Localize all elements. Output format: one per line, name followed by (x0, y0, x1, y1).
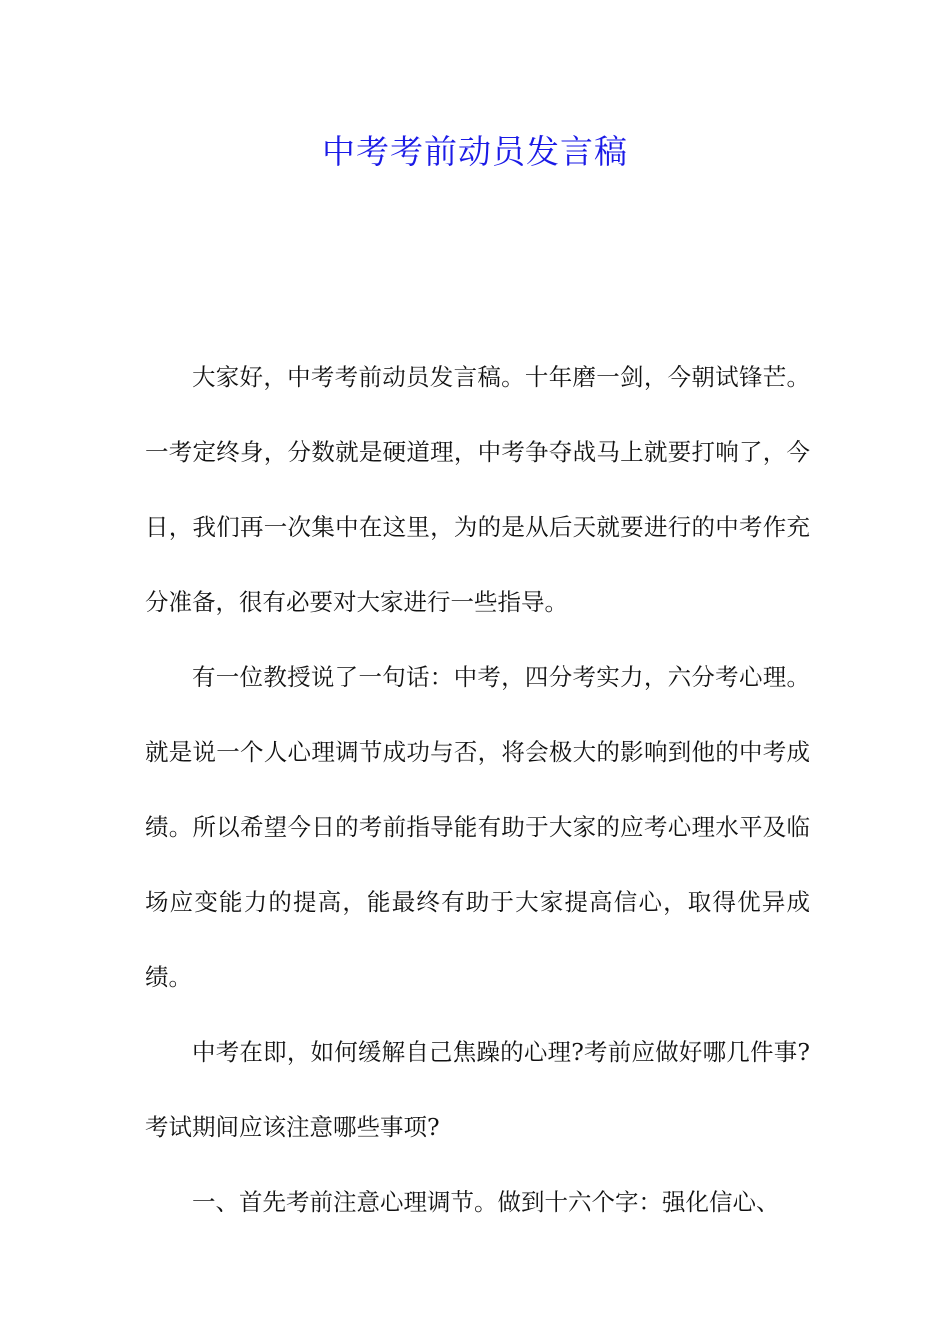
paragraph-greeting: 大家好，中考考前动员发言稿。十年磨一剑，今朝试锋芒。一考定终身，分数就是硬道理，中考争夺战马上就要打响了，今日，我们再一次集中在这里，为的是从后天就要进行的中考作充分准备，很有必要对大家进行一些指导。 (145, 363, 810, 616)
paragraph-section-one: 一、首先考前注意心理调节。做到十六个字：强化信心、 (192, 1188, 780, 1216)
document-title: 中考考前动员发言稿 (322, 132, 628, 171)
paragraph-questions: 中考在即，如何缓解自己焦躁的心理?考前应做好哪几件事?考试期间应该注意哪些事项? (145, 1038, 810, 1141)
document-body (145, 340, 810, 1240)
paragraph-professor-quote: 有一位教授说了一句话：中考，四分考实力，六分考心理。就是说一个人心理调节成功与否，将会极大的影响到他的中考成绩。所以希望今日的考前指导能有助于大家的应考心理水平及临场应变能力的提高，能最终有助于大家提高信心，取得优异成绩。 (145, 663, 810, 991)
